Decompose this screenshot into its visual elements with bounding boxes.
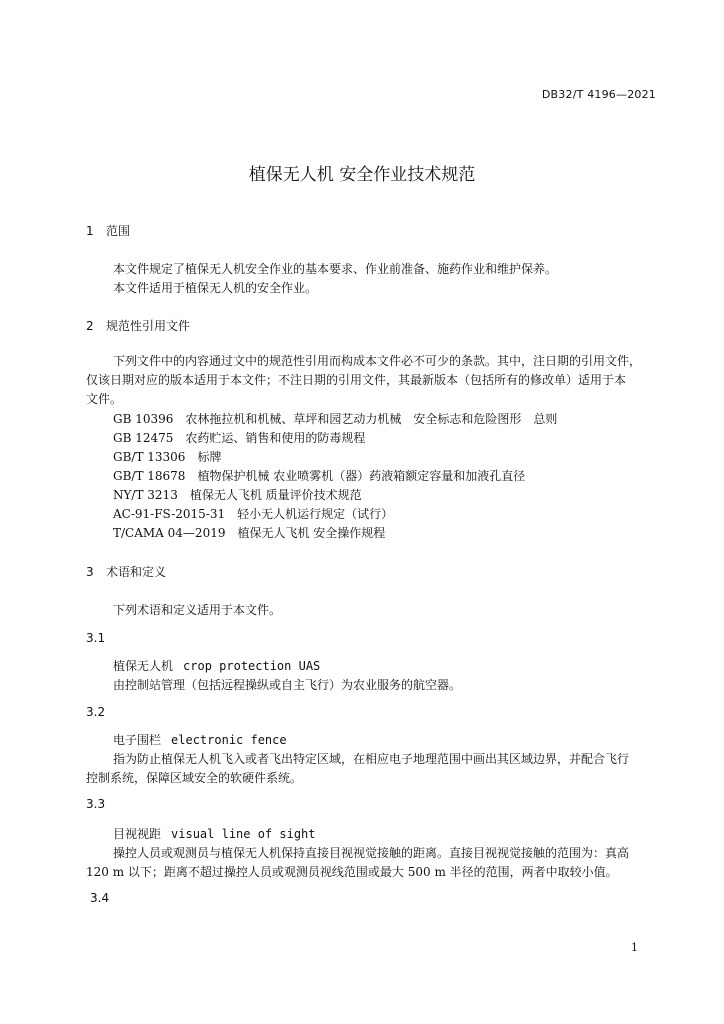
term-zh: 电子围栏	[113, 733, 162, 747]
term-number: 3.3	[86, 797, 106, 811]
term-definition	[86, 750, 658, 788]
section-number: 3	[86, 565, 94, 579]
reference-item: GB 10396 农林拖拉机和机械、草坪和园艺动力机械 安全标志和危险图形 总则	[113, 412, 558, 426]
term-heading	[113, 657, 320, 674]
term-number: 3.4	[90, 891, 110, 905]
paragraph-line: 操控人员或观测员与植保无人机保持直接目视视觉接触的距离。直接目视视觉接触的范围为：真高	[113, 846, 630, 860]
paragraph-line: 指为防止植保无人机飞入或者飞出特定区域，在相应电子地理范围中画出其区域边界，并配合飞行	[113, 752, 630, 766]
term-zh: 目视视距	[113, 827, 162, 841]
section-3-heading	[86, 563, 166, 580]
section-title: 范围	[106, 224, 131, 238]
paragraph-line: 120 m 以下；距离不超过操控人员或观测员视线范围或最大 500 m 半径的范围，两者中取较小值。	[86, 865, 618, 879]
reference-item: AC-91-FS-2015-31 轻小无人机运行规定（试行）	[113, 507, 394, 521]
paragraph-line: 文件。	[86, 392, 123, 406]
reference-item: GB 12475 农药贮运、销售和使用的防毒规程	[113, 431, 366, 445]
section-1-heading	[86, 222, 130, 239]
document-title: 植保无人机 安全作业技术规范	[248, 165, 476, 185]
section-title: 术语和定义	[106, 565, 167, 579]
term-number: 3.1	[86, 631, 106, 645]
section-2-intro	[86, 352, 658, 409]
paragraph: 本文件规定了植保无人机安全作业的基本要求、作业前准备、施药作业和维护保养。	[113, 262, 558, 276]
reference-item: GB/T 18678 植物保护机械 农业喷雾机（器）药液箱额定容量和加液孔直径	[113, 469, 526, 483]
reference-item: NY/T 3213 植保无人飞机 质量评价技术规范	[113, 488, 362, 502]
term-heading	[113, 731, 287, 748]
term-zh: 植保无人机	[113, 659, 174, 673]
reference-item: GB/T 13306 标牌	[113, 450, 222, 464]
paragraph-line: 下列文件中的内容通过文中的规范性引用而构成本文件必不可少的条款。其中，注日期的引用文件，	[113, 354, 642, 368]
reference-item: T/CAMA 04—2019 植保无人飞机 安全操作规程	[113, 526, 386, 540]
term-number: 3.2	[86, 705, 106, 719]
section-number: 2	[86, 319, 94, 333]
term-heading	[113, 825, 316, 842]
term-en: visual line of sight	[171, 827, 316, 841]
term-en: electronic fence	[171, 733, 287, 747]
paragraph-line: 仅该日期对应的版本适用于本文件；不注日期的引用文件，其最新版本（包括所有的修改单）适用于本	[86, 373, 627, 387]
page-number: 1	[631, 941, 638, 954]
paragraph: 本文件适用于植保无人机的安全作业。	[113, 281, 318, 295]
term-en: crop protection UAS	[183, 659, 321, 673]
term-definition: 由控制站管理（包括远程操纵或自主飞行）为农业服务的航空器。	[113, 678, 462, 692]
section-title: 规范性引用文件	[106, 319, 191, 333]
paragraph: 下列术语和定义适用于本文件。	[113, 603, 282, 617]
section-2-heading	[86, 317, 190, 334]
standard-number: DB32/T 4196—2021	[541, 88, 656, 101]
term-definition	[86, 844, 658, 882]
paragraph-line: 控制系统，保障区域安全的软硬件系统。	[86, 771, 303, 785]
section-number: 1	[86, 224, 94, 238]
